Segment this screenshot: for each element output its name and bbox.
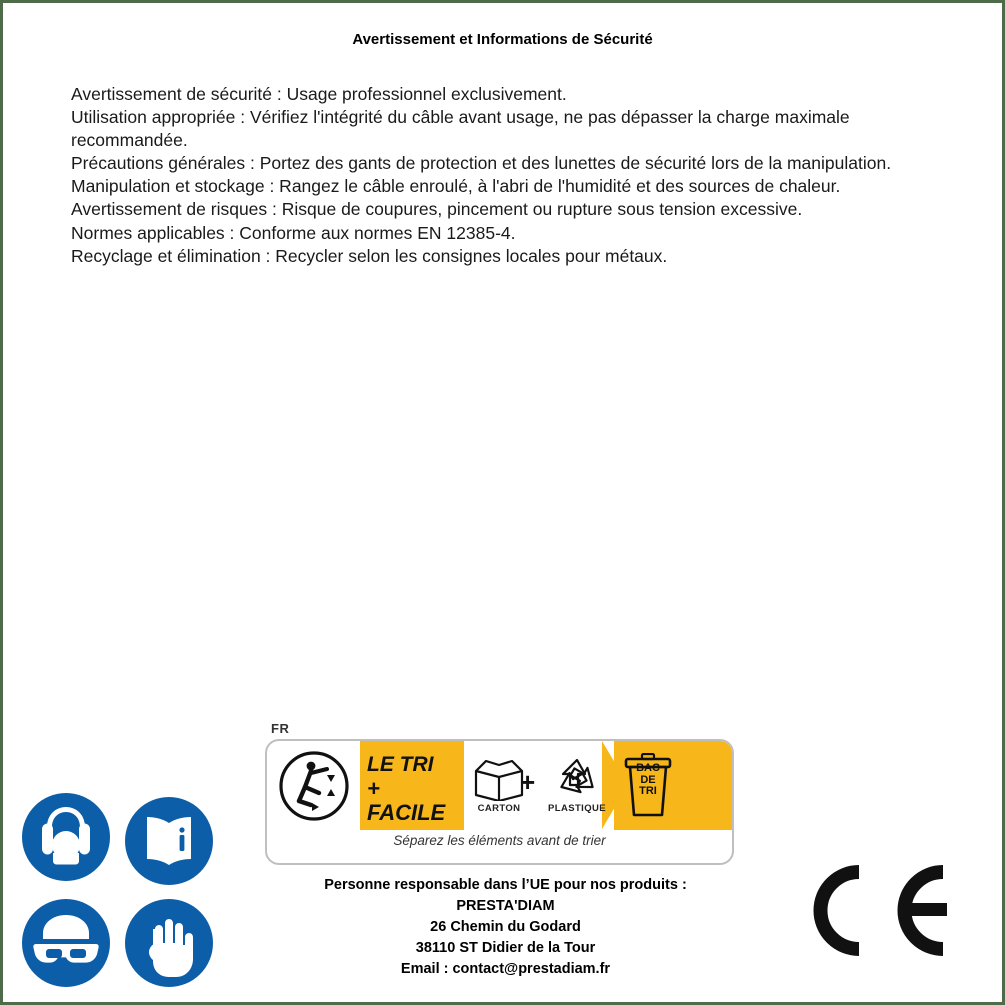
ce-mark-icon xyxy=(803,858,953,963)
read-instructions-icon xyxy=(125,797,213,885)
plus-sign: + xyxy=(520,767,536,797)
recycle-arrows-icon xyxy=(550,755,604,801)
bin-text-line2: DE xyxy=(640,773,656,786)
page-title: Avertissement et Informations de Sécurité xyxy=(352,31,653,48)
bin-text-line3: TRI xyxy=(639,785,657,798)
safety-line: Recyclage et élimination : Recycler selon les consignes locales pour métaux. xyxy=(71,245,668,266)
safety-line: Utilisation appropriée : Vérifiez l'intégrité du câble avant usage, ne pas dépasser la charge maximale recommandée. xyxy=(71,107,850,151)
safety-information-list xyxy=(71,83,931,268)
responsible-company: PRESTA'DIAM xyxy=(456,898,555,915)
bin-text-line1: BAC xyxy=(636,762,660,774)
triman-icon xyxy=(275,749,353,823)
responsible-intro: Personne responsable dans l’UE pour nos produits : xyxy=(324,877,687,893)
label-slogan-line2: + FACILE xyxy=(367,775,446,826)
label-slogan-line1: LE TRI xyxy=(367,753,434,776)
safety-line: Avertissement de sécurité : Usage professionnel exclusivement. xyxy=(71,84,567,104)
label-language-code: FR xyxy=(271,721,290,736)
plastique-label: PLASTIQUE xyxy=(548,803,606,814)
safety-line: Manipulation et stockage : Rangez le câble enroulé, à l'abri de l'humidité et des sources de chaleur. xyxy=(71,176,841,197)
safety-line: Avertissement de risques : Risque de coupures, pincement ou rupture sous tension excessive. xyxy=(71,199,803,220)
recycling-sorting-label xyxy=(265,721,730,861)
ear-protection-icon xyxy=(22,793,110,881)
label-slogan xyxy=(367,753,463,826)
bin-text xyxy=(622,763,674,798)
label-body xyxy=(265,739,734,865)
responsible-city: 38110 ST Didier de la Tour xyxy=(415,940,596,957)
label-caption: Séparez les éléments avant de trier xyxy=(393,833,606,848)
responsible-email: Email : contact@prestadiam.fr xyxy=(400,961,611,978)
safety-line: Précautions générales : Portez des gants de protection et des lunettes de sécurité lors de la manipulation. xyxy=(71,153,892,174)
responsible-address: 26 Chemin du Godard xyxy=(430,919,581,936)
safety-line: Normes applicables : Conforme aux normes EN 12385-4. xyxy=(71,222,516,243)
carton-label: CARTON xyxy=(477,803,521,814)
